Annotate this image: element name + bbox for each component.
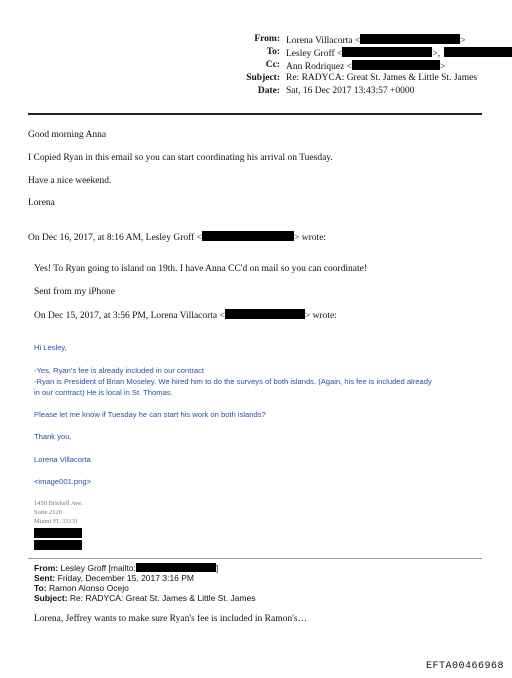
forward-subject-label: Subject: [34, 593, 68, 603]
redaction [225, 309, 305, 319]
quote2-bullet1: -Yes, Ryan's fee is already included in our contract [34, 366, 205, 375]
document-stamp: EFTA00466968 [425, 661, 504, 672]
quote2-image: <image001.png> [34, 477, 92, 486]
message-greeting: Good morning Anna [28, 130, 107, 140]
header-date-label: Date: [257, 86, 280, 96]
quote1-intro [28, 231, 326, 243]
cc-tail: > [440, 62, 446, 72]
header-cc-value [286, 60, 445, 72]
header-to-value [286, 47, 512, 59]
quote1-intro-prefix: On Dec 16, 2017, at 8:16 AM, Lesley Groff < [28, 233, 203, 243]
forward-divider [28, 558, 482, 559]
quote2-intro-prefix: On Dec 15, 2017, at 3:56 PM, Lorena Villacorta < [34, 311, 225, 321]
quote2-thanks: Thank you, [34, 432, 72, 441]
header-divider [28, 113, 482, 115]
quote2-bullet2b: in our contract) He is local in St. Thomas. [34, 388, 173, 397]
quote2-intro-suffix: > wrote: [304, 311, 337, 321]
header-from-label: From: [254, 34, 280, 44]
forward-to [34, 583, 129, 593]
quote2-intro [34, 309, 337, 321]
forward-sent-value: Friday, December 15, 2017 3:16 PM [57, 573, 195, 583]
cc-name: Ann Rodriquez < [286, 62, 353, 72]
header-date-value: Sat, 16 Dec 2017 13:43:57 +0000 [286, 86, 415, 96]
redaction [352, 60, 440, 70]
message-line2: Have a nice weekend. [28, 176, 112, 186]
from-tail: > [460, 36, 466, 46]
header-subject-value: Re: RADYCA: Great St. James & Little St. James [286, 73, 478, 83]
header-to-label: To: [266, 47, 280, 57]
message-signoff: Lorena [28, 198, 55, 208]
redaction [34, 540, 82, 550]
quote1-sent: Sent from my iPhone [34, 287, 116, 297]
quote2-hi: Hi Lesley, [34, 343, 67, 352]
address-line1: 1450 Brickell Ave. [34, 500, 83, 507]
redaction [360, 34, 460, 44]
redaction [34, 528, 82, 538]
forward-body: Lorena, Jeffrey wants to make sure Ryan's fee is included in Ramon's… [34, 614, 308, 624]
forward-from-label: From: [34, 563, 59, 573]
address-line2: Suite 2120 [34, 509, 62, 516]
redaction [202, 231, 294, 241]
quote1-text: Yes! To Ryan going to island on 19th. I have Anna CC'd on mail so you can coordinate! [34, 264, 368, 274]
header-cc-label: Cc: [265, 60, 280, 70]
redaction [136, 563, 219, 573]
redaction [444, 47, 512, 57]
forward-subject-value: Re: RADYCA: Great St. James & Little St. James [69, 593, 256, 603]
message-line1: I Copied Ryan in this email so you can start coordinating his arrival on Tuesday. [28, 153, 333, 163]
forward-sent [34, 573, 194, 583]
forward-sent-label: Sent: [34, 573, 56, 583]
forward-to-value: Ramon Alonso Ocejo [48, 583, 129, 593]
quote1-intro-suffix: > wrote: [294, 233, 327, 243]
forward-from [34, 563, 218, 573]
address-line3: Miami FL 33131 [34, 518, 79, 525]
header-subject-label: Subject: [246, 73, 280, 83]
quote2-ask: Please let me know if Tuesday he can start his work on both islands? [34, 410, 266, 419]
quote2-bullet2a: -Ryan is President of Brian Moseley. We hired him to do the surveys of both islands. (Again, his fee is included already [34, 377, 432, 386]
to-name: Lesley Groff < [286, 49, 343, 59]
quote2-name: Lorena Villacorta [34, 455, 91, 464]
forward-from-value: Lesley Groff [mailto: [60, 563, 136, 573]
forward-from-tail: ] [215, 563, 219, 573]
header-from-value [286, 34, 466, 46]
redaction [342, 47, 432, 57]
forward-to-label: To: [34, 583, 47, 593]
to-tail: >, [432, 49, 441, 59]
forward-subject [34, 593, 256, 603]
from-name: Lorena Villacorta < [286, 36, 361, 46]
